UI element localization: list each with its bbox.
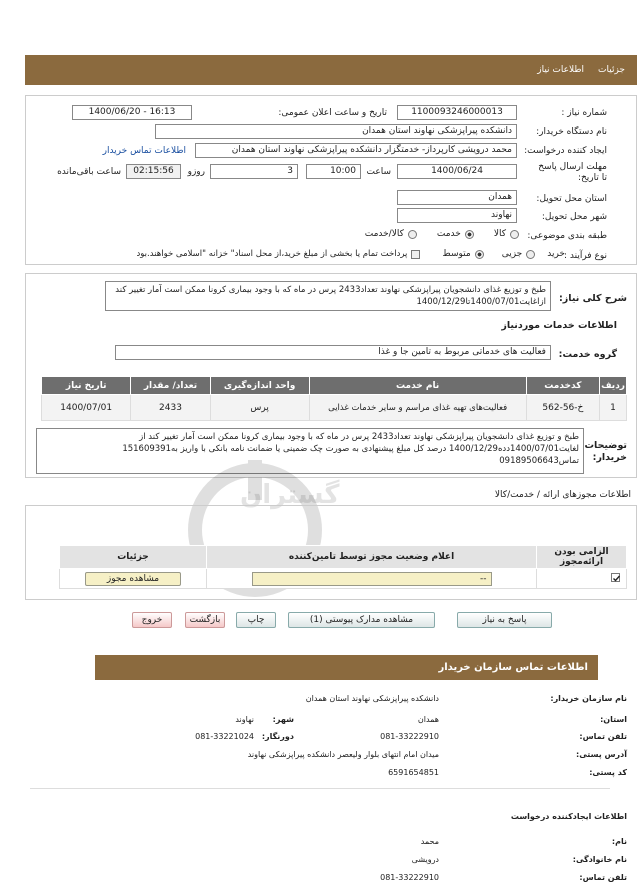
requester-family: درویشی [411,855,439,864]
top-bar [25,55,637,85]
contact-buyer-name: دانشکده پیراپزشکی نهاوند استان همدان [305,694,439,703]
contact-address: میدان امام انتهای بلوار ولیعصر دانشکده پیراپزشکی نهاوند [247,750,439,759]
permit-status-field[interactable]: -- [252,572,492,586]
col-name: نام خدمت [309,377,526,395]
contact-province: همدان [417,715,439,724]
city-field: نهاوند [397,208,517,223]
buyer-org-label: نام دستگاه خریدار: [536,127,607,137]
summary-text: طبخ و توزیع غذای دانشجویان پیراپزشکی نهاوند تعداد2433 پرس در ماه که با وجود بیماری کرونا ممکن است آمار تغییر کند ازاغایت1400/07/01تا1400/12/29 [105,281,551,311]
payment-checkbox[interactable] [411,250,420,259]
cell-unit: پرس [210,395,309,421]
cat-service-radio[interactable] [465,230,474,239]
deadline-label: مهلت ارسال پاسخ تا تاریخ: [538,162,607,183]
col-unit: واحد اندازه‌گیری [210,377,309,395]
category-label: طبقه بندی موضوعی: [527,231,607,241]
permit-required-cell [537,569,627,589]
back-button[interactable]: بازگشت [185,612,225,628]
proc-partial-label: جزیی [501,249,523,259]
cat-goods-service-radio[interactable] [408,230,417,239]
contact-province-label: استان: [600,715,627,724]
table-row [42,395,627,421]
creator-label: ایجاد کننده درخواست: [524,146,607,156]
remaining-time-label: ساعت باقی‌مانده [57,167,121,177]
deadline-date-field: 1400/06/24 [397,164,517,179]
process-label: نوع فرآیند : [564,251,607,261]
announce-date-label: تاریخ و ساعت اعلان عمومی: [278,108,387,118]
permit-status-cell [207,569,537,589]
cell-row: 1 [600,395,627,421]
process-options [136,249,565,259]
cat-goods-service-label: کالا/خدمت [364,229,404,239]
summary-label: شرح کلی نیاز: [558,293,627,304]
cat-goods-label: کالا [493,229,506,239]
cell-qty: 2433 [131,395,210,421]
buyer-notes-label: توضیحات خریدار: [584,440,627,463]
contact-fax: 081-33221024 [195,732,254,741]
attachments-button[interactable]: مشاهده مدارک پیوستی (1) [288,612,435,628]
days-label: روزو [187,167,205,177]
col-code: کدخدمت [526,377,599,395]
contact-phone: 081-33222910 [380,732,439,741]
need-number-field: 1100093246000013 [397,105,517,120]
buyer-org-field: دانشکده پیراپزشکی نهاوند استان همدان [155,124,517,139]
service-group-label: گروه خدمت: [558,349,617,360]
announce-date-field: 1400/06/20 - 16:13 [72,105,192,120]
permits-title: اطلاعات مجوزهای ارائه / خدمت/کالا [494,490,631,500]
contact-city-label: شهر: [272,715,294,724]
contact-title: اطلاعات تماس سازمان خریدار [95,655,598,680]
contact-buyer-name-label: نام سازمان خریدار: [550,694,627,703]
buyer-contact-link[interactable]: اطلاعات تماس خریدار [102,146,186,156]
deadline-time-field: 10:00 [306,164,361,179]
contact-city: نهاوند [235,715,254,724]
col-permit-details: جزئیات [60,546,207,569]
province-field: همدان [397,190,517,205]
reply-button[interactable]: پاسخ به نیاز [457,612,552,628]
contact-phone-label: تلفن تماس: [579,732,627,741]
col-permit-required: الزامی بودن ارائه‌مجوز [537,546,627,569]
days-field: 3 [210,164,298,179]
proc-medium-radio[interactable] [475,250,484,259]
proc-partial-radio[interactable] [526,250,535,259]
need-info-tab[interactable]: اطلاعات نیاز [537,65,585,75]
requester-name-label: نام: [611,837,627,846]
buyer-notes-text: طبخ و توزیع غذای دانشجویان پیراپزشکی نهاوند تعداد2433 پرس در ماه که با وجود بیماری کرونا ممکن است آمار تغییر کند از لغایت1400/07/01دده1400/12/29 درصد کل مبلغ پیشنهادی به صورت چک ضمینی یا ضمانت نامه بانکی با واریز به151609391 تماس09189506643 [36,428,584,474]
divider [30,788,610,789]
service-group-field: فعالیت های خدماتی مربوط به تامین جا و غذا [115,345,551,360]
contact-fax-label: دورنگار: [261,732,294,741]
requester-family-label: نام خانوادگی: [572,855,627,864]
creator-field: محمد درویشی کارپرداز- خدمتگزار دانشکده پیراپزشکی نهاوند استان همدان [195,143,517,158]
proc-buy-label: خرید [547,249,565,259]
services-table [41,376,627,421]
deadline-time-label: ساعت [366,167,391,177]
city-label: شهر محل تحویل: [541,212,607,222]
permit-required-checkbox [611,573,620,582]
contact-address-label: آدرس پستی: [576,750,627,759]
permit-row [60,569,627,589]
need-number-label: شماره نیاز : [561,108,607,118]
cell-code: خ-56-562 [526,395,599,421]
col-permit-status: اعلام وضعیت مجوز توسط تامین‌کننده [207,546,537,569]
print-button[interactable]: چاپ [236,612,276,628]
requester-name: محمد [420,837,439,846]
permit-details-cell [60,569,207,589]
payment-note: پرداخت تمام یا بخشی از مبلغ خرید،از محل اسناد" خزانه "اسلامی خواهند.بود [136,249,408,259]
contact-postal-label: کد پستی: [589,768,627,777]
proc-medium-label: متوسط [442,249,471,259]
requester-title: اطلاعات ایجادکننده درخواست [510,812,627,821]
permits-table [59,545,627,589]
view-permit-button[interactable]: مشاهده مجوز [85,572,181,586]
services-title: اطلاعات خدمات موردنیاز [501,320,617,331]
cell-date: 1400/07/01 [42,395,131,421]
requester-phone: 081-33222910 [380,873,439,882]
cell-name: فعالیت‌های تهیه غذای مراسم و سایر خدمات غذایی [309,395,526,421]
contact-postal: 6591654851 [388,768,439,777]
details-tab[interactable]: جزئیات [598,65,625,75]
province-label: استان محل تحویل: [536,194,607,204]
col-qty: تعداد/ مقدار [131,377,210,395]
col-row: ردیف [600,377,627,395]
remaining-time-field: 02:15:56 [126,164,181,179]
cat-service-label: خدمت [436,229,461,239]
col-date: تاریخ نیاز [42,377,131,395]
exit-button[interactable]: خروج [132,612,172,628]
cat-goods-radio[interactable] [510,230,519,239]
watermark-text: گستران [240,480,340,510]
category-options [365,229,519,239]
requester-phone-label: تلفن تماس: [579,873,627,882]
